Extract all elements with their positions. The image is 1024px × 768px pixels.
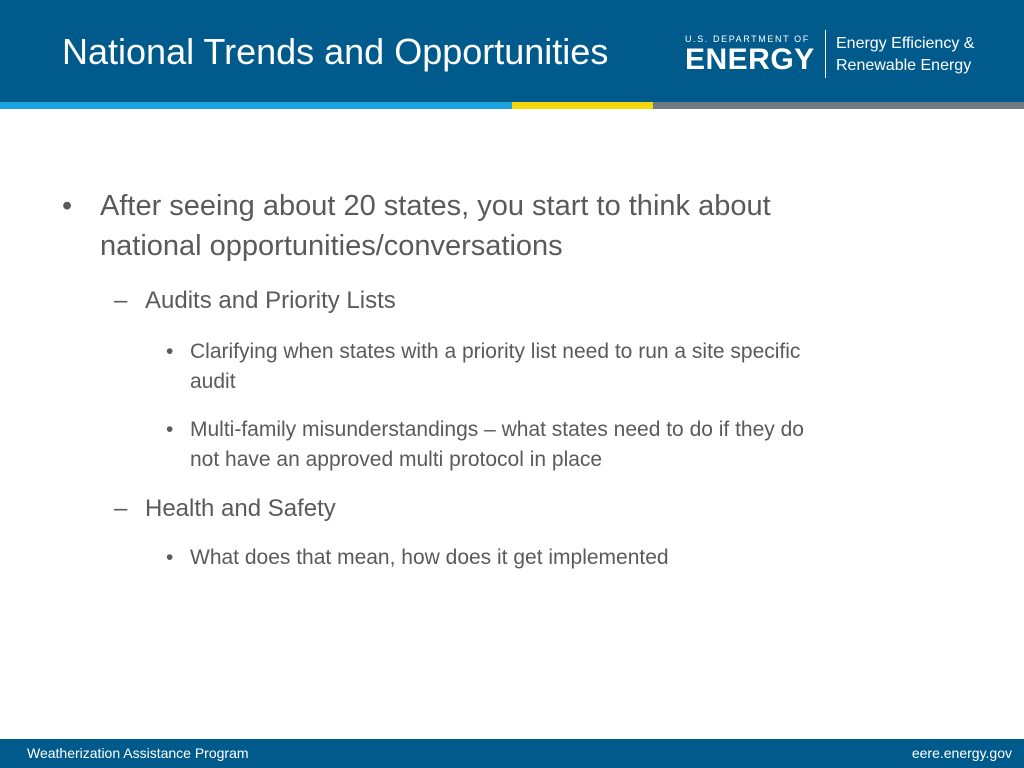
bullet-marker: •: [166, 418, 174, 441]
sub-item-priority-list: [0, 337, 1000, 397]
bullet-marker: •: [166, 546, 174, 569]
office-name-line-2: Renewable Energy: [836, 57, 972, 74]
sub-item-multi-family-line-2: not have an approved multi protocol in place: [190, 448, 603, 471]
accent-segment-yellow: [512, 102, 653, 109]
footer-website: eere.energy.gov: [911, 745, 1012, 761]
slide-title: National Trends and Opportunities: [62, 31, 609, 72]
header-bar: [0, 0, 1024, 102]
logo-department-line: U.S. DEPARTMENT OF: [685, 34, 810, 44]
sub-bullet-audits: [0, 285, 1000, 317]
slide-body: [0, 109, 1024, 739]
sub-item-multi-family: [0, 415, 1000, 475]
logo-energy-wordmark: ENERGY: [685, 43, 815, 76]
sub-bullet-health-safety: [0, 493, 1000, 525]
office-name-line-1: Energy Efficiency &: [836, 35, 975, 52]
bullet-marker: •: [62, 190, 73, 222]
logo-divider: [825, 30, 826, 78]
footer-program-name: Weatherization Assistance Program: [27, 745, 249, 761]
bullet-main-line-2: national opportunities/conversations: [100, 230, 563, 262]
dash-marker: –: [114, 287, 128, 314]
accent-segment-gray: [653, 102, 1024, 109]
bullet-main-line-1: After seeing about 20 states, you start to think about: [100, 190, 771, 222]
dash-marker: –: [114, 495, 128, 522]
sub-item-implementation: [0, 543, 1000, 573]
office-name: [836, 33, 974, 77]
accent-segment-blue: [0, 102, 512, 109]
accent-bar: [0, 102, 1024, 109]
sub-bullet-health-safety-text: Health and Safety: [145, 495, 336, 522]
doe-logo: [685, 34, 815, 78]
sub-item-priority-list-line-2: audit: [190, 370, 236, 393]
bullet-main: [0, 186, 1000, 266]
sub-item-multi-family-line-1: Multi-family misunderstandings – what states need to do if they do: [190, 418, 804, 441]
sub-item-priority-list-line-1: Clarifying when states with a priority list need to run a site specific: [190, 340, 801, 363]
bullet-marker: •: [166, 340, 174, 363]
sub-item-implementation-text: What does that mean, how does it get implemented: [190, 546, 669, 569]
footer-bar: [0, 739, 1024, 768]
sub-bullet-audits-text: Audits and Priority Lists: [145, 287, 396, 314]
